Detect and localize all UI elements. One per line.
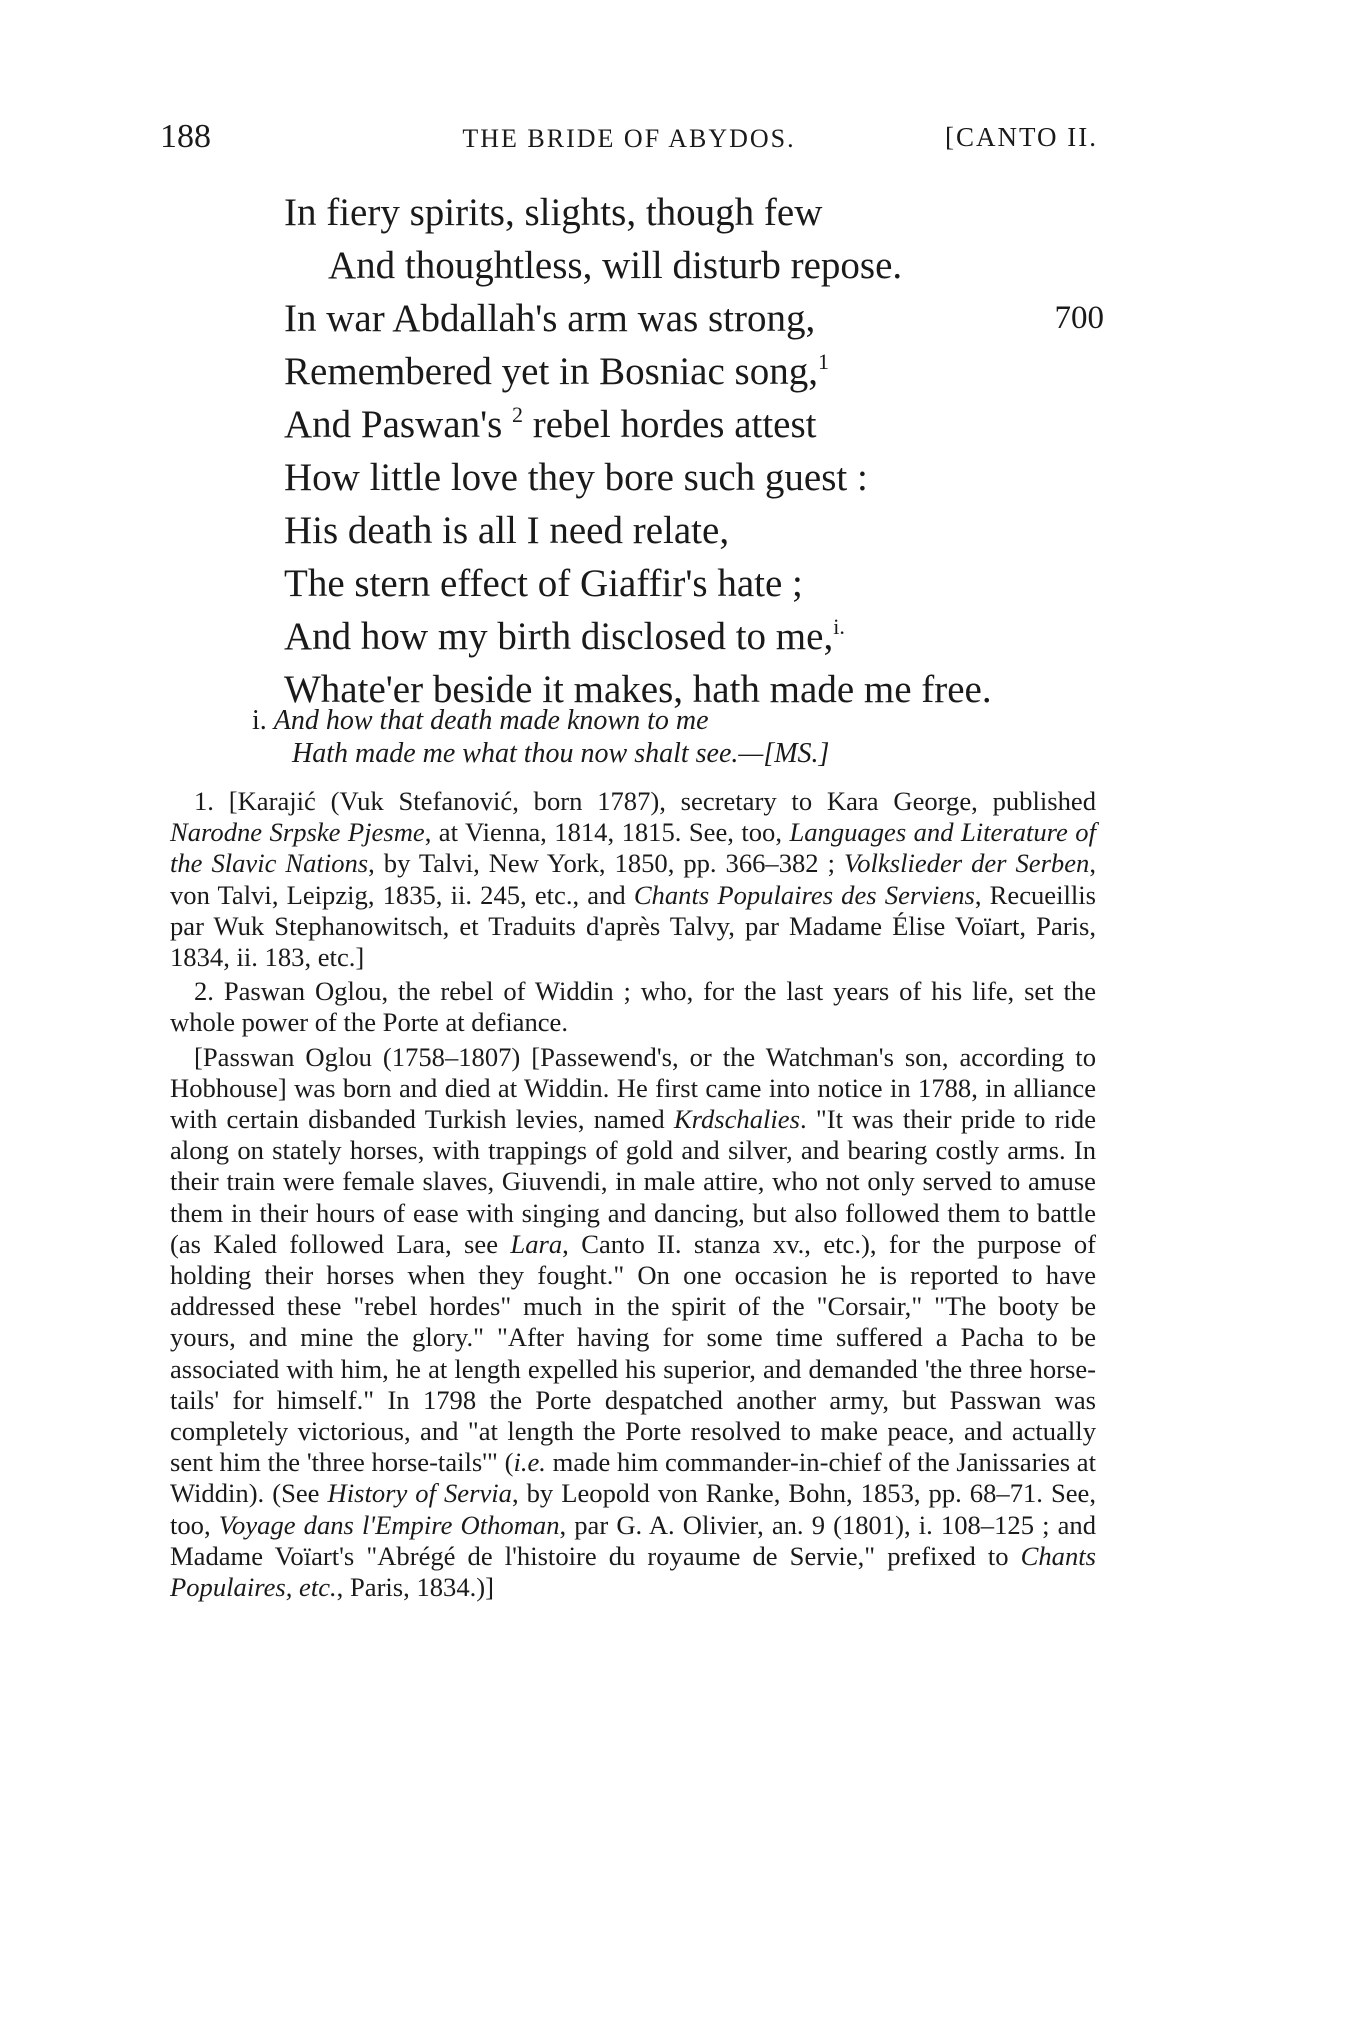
verse-text: rebel hordes attest xyxy=(532,403,817,446)
footnote-ref: 1 xyxy=(817,349,829,374)
note-title: Languages and Literature of the Slavic Nations xyxy=(170,817,1096,879)
footnotes xyxy=(170,786,1096,1606)
verse-text: The stern effect of Giaffir's hate ; xyxy=(284,562,803,605)
verse-text: In fiery spirits, slights, though few xyxy=(284,191,823,234)
verse-text: And how my birth disclosed to me, xyxy=(284,615,834,658)
line-number: 700 xyxy=(1054,300,1104,336)
verse-text: Whate'er beside it makes, hath made me free. xyxy=(284,668,992,711)
note-text: , by Leopold von Ranke, Bohn, 1853, pp. 68–71. See, too, xyxy=(170,1478,1096,1540)
note-title: History of Servia xyxy=(327,1478,512,1509)
variant-marker: i. xyxy=(252,705,267,736)
note-title: Voyage dans l'Empire Othoman xyxy=(218,1509,560,1540)
verse-line xyxy=(284,504,1104,557)
note-text: , Paris, 1834.)] xyxy=(336,1572,495,1603)
variant-reading xyxy=(252,704,1102,770)
note-text: , Recueillis par Wuk Stephanowitsch, et Traduits d'après Talvy, par Madame Élise Voïart, Paris, 1834, ii. 183, etc.] xyxy=(170,879,1097,973)
variant-line xyxy=(252,737,1102,770)
verse-text: Remembered yet in Bosniac song, xyxy=(284,350,818,393)
variant-line xyxy=(252,704,1102,737)
verse-line xyxy=(284,186,1104,239)
verse-line xyxy=(284,610,1104,663)
verse-line xyxy=(284,239,1104,292)
verse-line xyxy=(284,292,1104,345)
footnote-2-editor xyxy=(170,1042,1096,1604)
note-text: 2. Paswan Oglou, the rebel of Widdin ; who, for the last years of his life, set the whole power of the Porte at defiance. xyxy=(170,976,1096,1038)
note-text: , Canto II. stanza xv., etc.), for the purpose of holding their horses when they fought." On one occasion he is reported to have addressed these "rebel hordes" much in the spirit of the "Corsair," "The booty be yours, and mine the glory." "After having for some time suffered a Pacha to be associated with him, he at length expelled his superior, and demanded 'the three horse-tails' for himself." In 1798 the Porte despatched another army, but Passwan was completely victorious, and "at length the Porte resolved to make peace, and actually sent him the 'three horse-tails'" ( xyxy=(170,1228,1096,1478)
verse-line xyxy=(284,398,1104,451)
note-title: Chants Populaires, etc. xyxy=(170,1540,1096,1603)
note-text: , at Vienna, 1814, 1815. See, too, xyxy=(424,817,790,848)
note-title: Lara xyxy=(510,1228,563,1259)
verse-line xyxy=(284,557,1104,610)
footnote-ref: 2 xyxy=(512,402,524,427)
note-text: 1. [Karajić (Vuk Stefanović, born 1787), secretary to Kara George, published xyxy=(194,786,1096,816)
verse-text: And thoughtless, will disturb repose. xyxy=(328,244,903,287)
footnote-2 xyxy=(170,976,1096,1038)
note-title: Narodne Srpske Pjesme xyxy=(170,817,425,848)
note-title: Volkslieder der Serben xyxy=(843,848,1090,879)
footnote-1 xyxy=(170,786,1096,973)
note-title: Krdschalies xyxy=(673,1104,800,1135)
note-text: , by Talvi, New York, 1850, pp. 366–382 ; xyxy=(368,848,844,879)
verse-line xyxy=(284,451,1104,504)
variant-text: And how that death made known to me xyxy=(273,705,709,736)
variant-source: —[MS.] xyxy=(738,738,830,769)
note-text: , par G. A. Olivier, an. 9 (1801), i. 108–125 ; and Madame Voïart's "Abrégé de l'histoire du royaume de Servie," prefixed to xyxy=(170,1509,1097,1571)
note-text: . "It was their pride to ride along on stately horses, with trappings of gold and silver, and bearing costly arms. In their train were female slaves, Giuvendi, in male attire, who not only served to amuse them in their hours of ease with singing and dancing, but also followed them to battle (as Kaled followed Lara, see xyxy=(170,1104,1097,1259)
verse-text: And Paswan's xyxy=(284,403,503,446)
running-title: THE BRIDE OF ABYDOS. xyxy=(462,124,796,153)
note-title: Chants Populaires des Serviens xyxy=(633,879,975,910)
canto-label: [CANTO II. xyxy=(945,122,1098,152)
variant-ref: i. xyxy=(833,614,845,639)
verse-block xyxy=(284,186,1104,716)
page-number: 188 xyxy=(160,118,211,155)
note-text: [Passwan Oglou (1758–1807) [Passewend's, or the Watchman's son, according to Hobhouse] was born and died at Widdin. He first came into notice in 1788, in alliance with certain disbanded Turkish levies, named xyxy=(170,1041,1096,1135)
verse-line xyxy=(284,345,1104,398)
variant-text: Hath made me what thou now shalt see. xyxy=(292,738,739,769)
verse-text: How little love they bore such guest : xyxy=(284,456,868,499)
verse-text: His death is all I need relate, xyxy=(284,509,730,552)
running-header xyxy=(160,118,1098,158)
verse-text: In war Abdallah's arm was strong, xyxy=(284,297,816,340)
note-title: i.e. xyxy=(513,1447,546,1478)
note-text: , von Talvi, Leipzig, 1835, ii. 245, etc., and xyxy=(170,848,1096,910)
note-text: made him commander-in-chief of the Janissaries at Widdin). (See xyxy=(170,1447,1096,1509)
